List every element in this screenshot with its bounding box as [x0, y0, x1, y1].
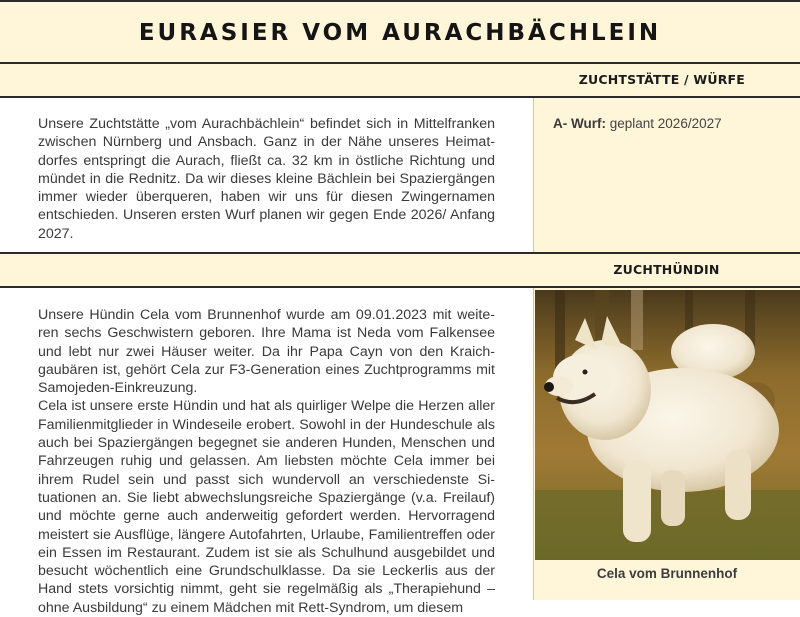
photo-caption: Cela vom Brunnenhof: [596, 566, 738, 581]
litter-label: A- Wurf:: [553, 116, 606, 131]
paragraph: Unsere Zuchtstätte „vom Aurachbächlein“ befindet sich in Mittelfranken zwischen Nürnberg und Ansbach. Ganz in der Nähe unseres Heimatdorfes entspringt die Aurach, fließt ca. 32 km in östliche Richtung und mündet in die Rednitz. Da wir dieses kleine Bächlein bei Spaziergängen immer wieder überqueren, haben wir uns für diesen Zwingernamen entschieden. Unseren ersten Wurf planen wir gegen Ende 2026/ Anfang 2027.: [38, 116, 495, 242]
breeding-description: [38, 115, 495, 243]
litters-sidebar: [533, 98, 800, 252]
paragraph: Cela ist unsere erste Hündin und hat als quirliger Welpe die Herzen aller Familienmitglieder in Windeseile erobert. Sowohl in der Hundeschule als auch bei Spaziergängen begegnet sie anderen Hunden, Menschen und Fahrzeugen ruhig und gelassen. Am liebsten möchte Cela immer bei ihrem Rudel sein und passt sich wundervoll an verschiedenste Situationen an. Sie liebt abwechslungsreiche Spaziergänge (v.a. Freilauf) und möchte gerne auch anderweitig gefordert werden. Hervorragend meistert sie Ausflüge, längere Autofahrten, Urlaube, Familientreffen oder ein Essen im Restaurant. Zudem ist sie als Schulhund ausgebildet und besucht wöchentlich eine Grundschulklasse. Da sie Leckerlis aus der Hand stets vorsichtig nimmt, geht sie regelmäßig als „Therapiehund – ohne Ausbildung“ zu einem Mädchen mit Rett-Syndrom, um diesem: [38, 398, 495, 616]
section-heading-bar-breeding: [0, 62, 800, 98]
section-heading-breeding-female: ZUCHTHÜNDIN: [613, 262, 720, 277]
breeding-main-column: [0, 98, 533, 252]
litter-value: geplant 2026/2027: [606, 116, 722, 131]
section-heading-breeding-litters: ZUCHTSTÄTTE / WÜRFE: [578, 72, 745, 87]
dog-photo[interactable]: [535, 290, 800, 560]
litter-entry: [553, 116, 722, 131]
paragraph: Unsere Hündin Cela vom Brunnenhof wurde am 09.01.2023 mit weiteren sechs Geschwistern geboren. Ihre Mama ist Neda vom Falkensee und lebt nur zwei Häuser weiter. Da ihr Papa Cayn von den Kraichgaubären ist, gehört Cela zur F3-Generation eines Zuchtprogramms mit Samojeden-Einkreuzung.: [38, 307, 495, 397]
dog-photo-illustration: [535, 290, 800, 560]
section-heading-bar-female: [0, 252, 800, 288]
section-breeding: [0, 98, 800, 252]
site-title: EURASIER VOM AURACHBÄCHLEIN: [138, 20, 662, 46]
section-breeding-female: [0, 288, 800, 616]
female-description: [38, 306, 495, 617]
female-main-column: [0, 288, 533, 616]
site-header: [0, 0, 800, 62]
female-sidebar: [533, 288, 800, 600]
